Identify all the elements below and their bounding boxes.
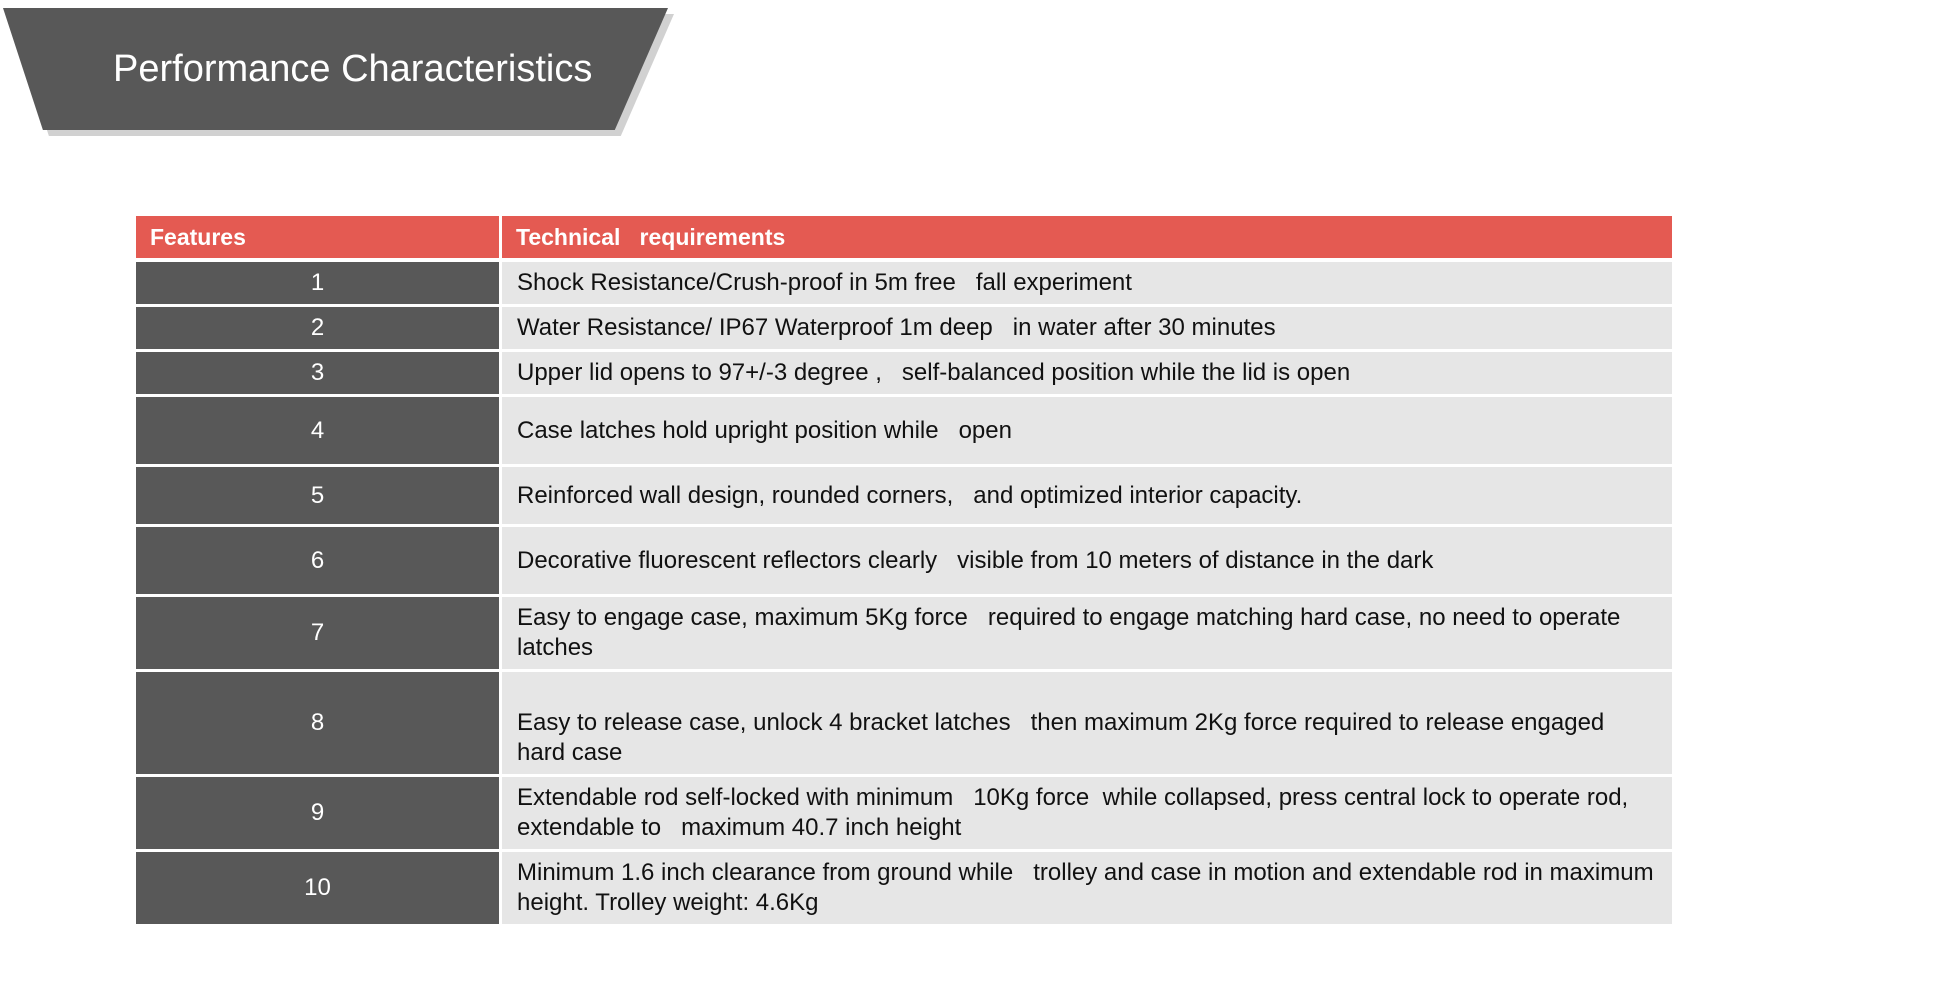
table-row xyxy=(136,262,1672,307)
feature-requirement: Water Resistance/ IP67 Waterproof 1m deep in water after 30 minutes xyxy=(502,307,1672,352)
feature-number: 7 xyxy=(136,597,502,672)
feature-number: 2 xyxy=(136,307,502,352)
feature-requirement: Upper lid opens to 97+/-3 degree , self-balanced position while the lid is open xyxy=(502,352,1672,397)
feature-number: 1 xyxy=(136,262,502,307)
performance-table xyxy=(136,216,1672,927)
feature-number: 10 xyxy=(136,852,502,927)
feature-number: 3 xyxy=(136,352,502,397)
table-row xyxy=(136,397,1672,467)
feature-requirement: Decorative fluorescent reflectors clearly visible from 10 meters of distance in the dark xyxy=(502,527,1672,597)
feature-requirement: Easy to engage case, maximum 5Kg force required to engage matching hard case, no need to operate latches xyxy=(502,597,1672,672)
table-row xyxy=(136,307,1672,352)
feature-requirement: Shock Resistance/Crush-proof in 5m free fall experiment xyxy=(502,262,1672,307)
feature-number: 8 xyxy=(136,672,502,777)
table-row xyxy=(136,527,1672,597)
table-row xyxy=(136,352,1672,397)
table-row xyxy=(136,597,1672,672)
page-title: Performance Characteristics xyxy=(113,48,593,90)
table-row xyxy=(136,852,1672,927)
feature-number: 9 xyxy=(136,777,502,852)
table-header-row xyxy=(136,216,1672,262)
table-row xyxy=(136,467,1672,527)
feature-requirement: Minimum 1.6 inch clearance from ground while trolley and case in motion and extendable rod in maximum height. Trolley weight: 4.6Kg xyxy=(502,852,1672,927)
feature-requirement: Extendable rod self-locked with minimum 10Kg force while collapsed, press central lock to operate rod, extendable to maximum 40.7 inch height xyxy=(502,777,1672,852)
feature-number: 6 xyxy=(136,527,502,597)
feature-requirement: Easy to release case, unlock 4 bracket latches then maximum 2Kg force required to release engaged hard case xyxy=(502,672,1672,777)
table-row xyxy=(136,672,1672,777)
header-technical-requirements: Technical requirements xyxy=(502,216,1672,262)
header-features: Features xyxy=(136,216,502,262)
feature-requirement: Reinforced wall design, rounded corners, and optimized interior capacity. xyxy=(502,467,1672,527)
table-row xyxy=(136,777,1672,852)
feature-requirement: Case latches hold upright position while open xyxy=(502,397,1672,467)
feature-number: 5 xyxy=(136,467,502,527)
feature-number: 4 xyxy=(136,397,502,467)
